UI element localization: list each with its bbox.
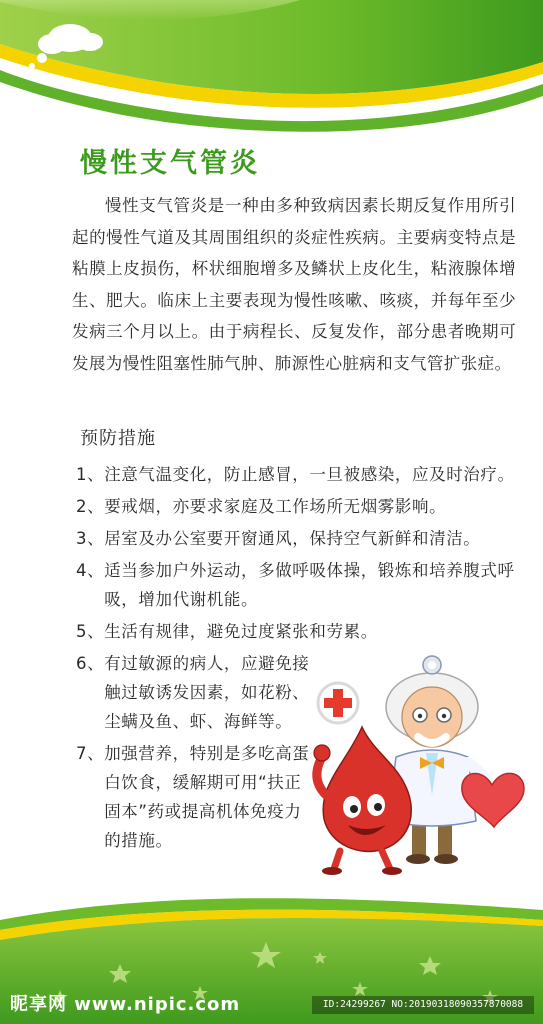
page-title: 慢性支气管炎 [80, 148, 260, 179]
measure-text: 要戒烟，亦要求家庭及工作场所无烟雾影响。 [104, 497, 447, 516]
measure-item [76, 556, 516, 614]
measure-number: 1、 [76, 465, 105, 484]
measure-text: 加强营养，特别是多吃高蛋白饮食，缓解期可用“扶正固本”药或提高机体免疫力的措施。 [104, 744, 310, 850]
measure-item [76, 617, 516, 646]
measure-text: 适当参加户外运动，多做呼吸体操，锻炼和培养腹式呼吸，增加代谢机能。 [104, 561, 515, 609]
measure-number: 7、 [76, 744, 105, 763]
medical-cross-icon [318, 683, 358, 723]
watermark-logo: 昵享网 www.nipic.com [10, 994, 241, 1015]
measure-text: 生活有规律，避免过度紧张和劳累。 [104, 622, 378, 641]
measure-text: 注意气温变化，防止感冒，一旦被感染，应及时治疗。 [104, 465, 515, 484]
doctor-illustration [300, 645, 530, 880]
measure-item [76, 492, 516, 521]
measure-number: 6、 [76, 654, 105, 673]
measure-item [76, 460, 516, 489]
measure-number: 2、 [76, 497, 105, 516]
measure-number: 4、 [76, 561, 105, 580]
measure-text: 居室及办公室要开窗通风，保持空气新鲜和清洁。 [104, 529, 481, 548]
measure-number: 5、 [76, 622, 105, 641]
watermark-id: ID:24299267 NO:20190318090357870088 [312, 996, 534, 1014]
top-wave-decoration [0, 0, 543, 140]
prevention-title: 预防措施 [80, 428, 156, 449]
intro-paragraph: 慢性支气管炎是一种由多种致病因素长期反复作用所引起的慢性气道及其周围组织的炎症性疾病。主要病变特点是粘膜上皮损伤，杯状细胞增多及鳞状上皮化生，粘液腺体增生、肥大。临床上主要表现为慢性咳嗽、咳痰，并每年至少发病三个月以上。由于病程长、反复发作，部分患者晚期可发展为慢性阻塞性肺气肿、肺源性心脏病和支气管扩张症。 [72, 196, 516, 373]
measure-text: 有过敏源的病人，应避免接触过敏诱发因素，如花粉、尘螨及鱼、虾、海鲜等。 [104, 654, 310, 731]
measure-number: 3、 [76, 529, 105, 548]
measure-item [76, 524, 516, 553]
